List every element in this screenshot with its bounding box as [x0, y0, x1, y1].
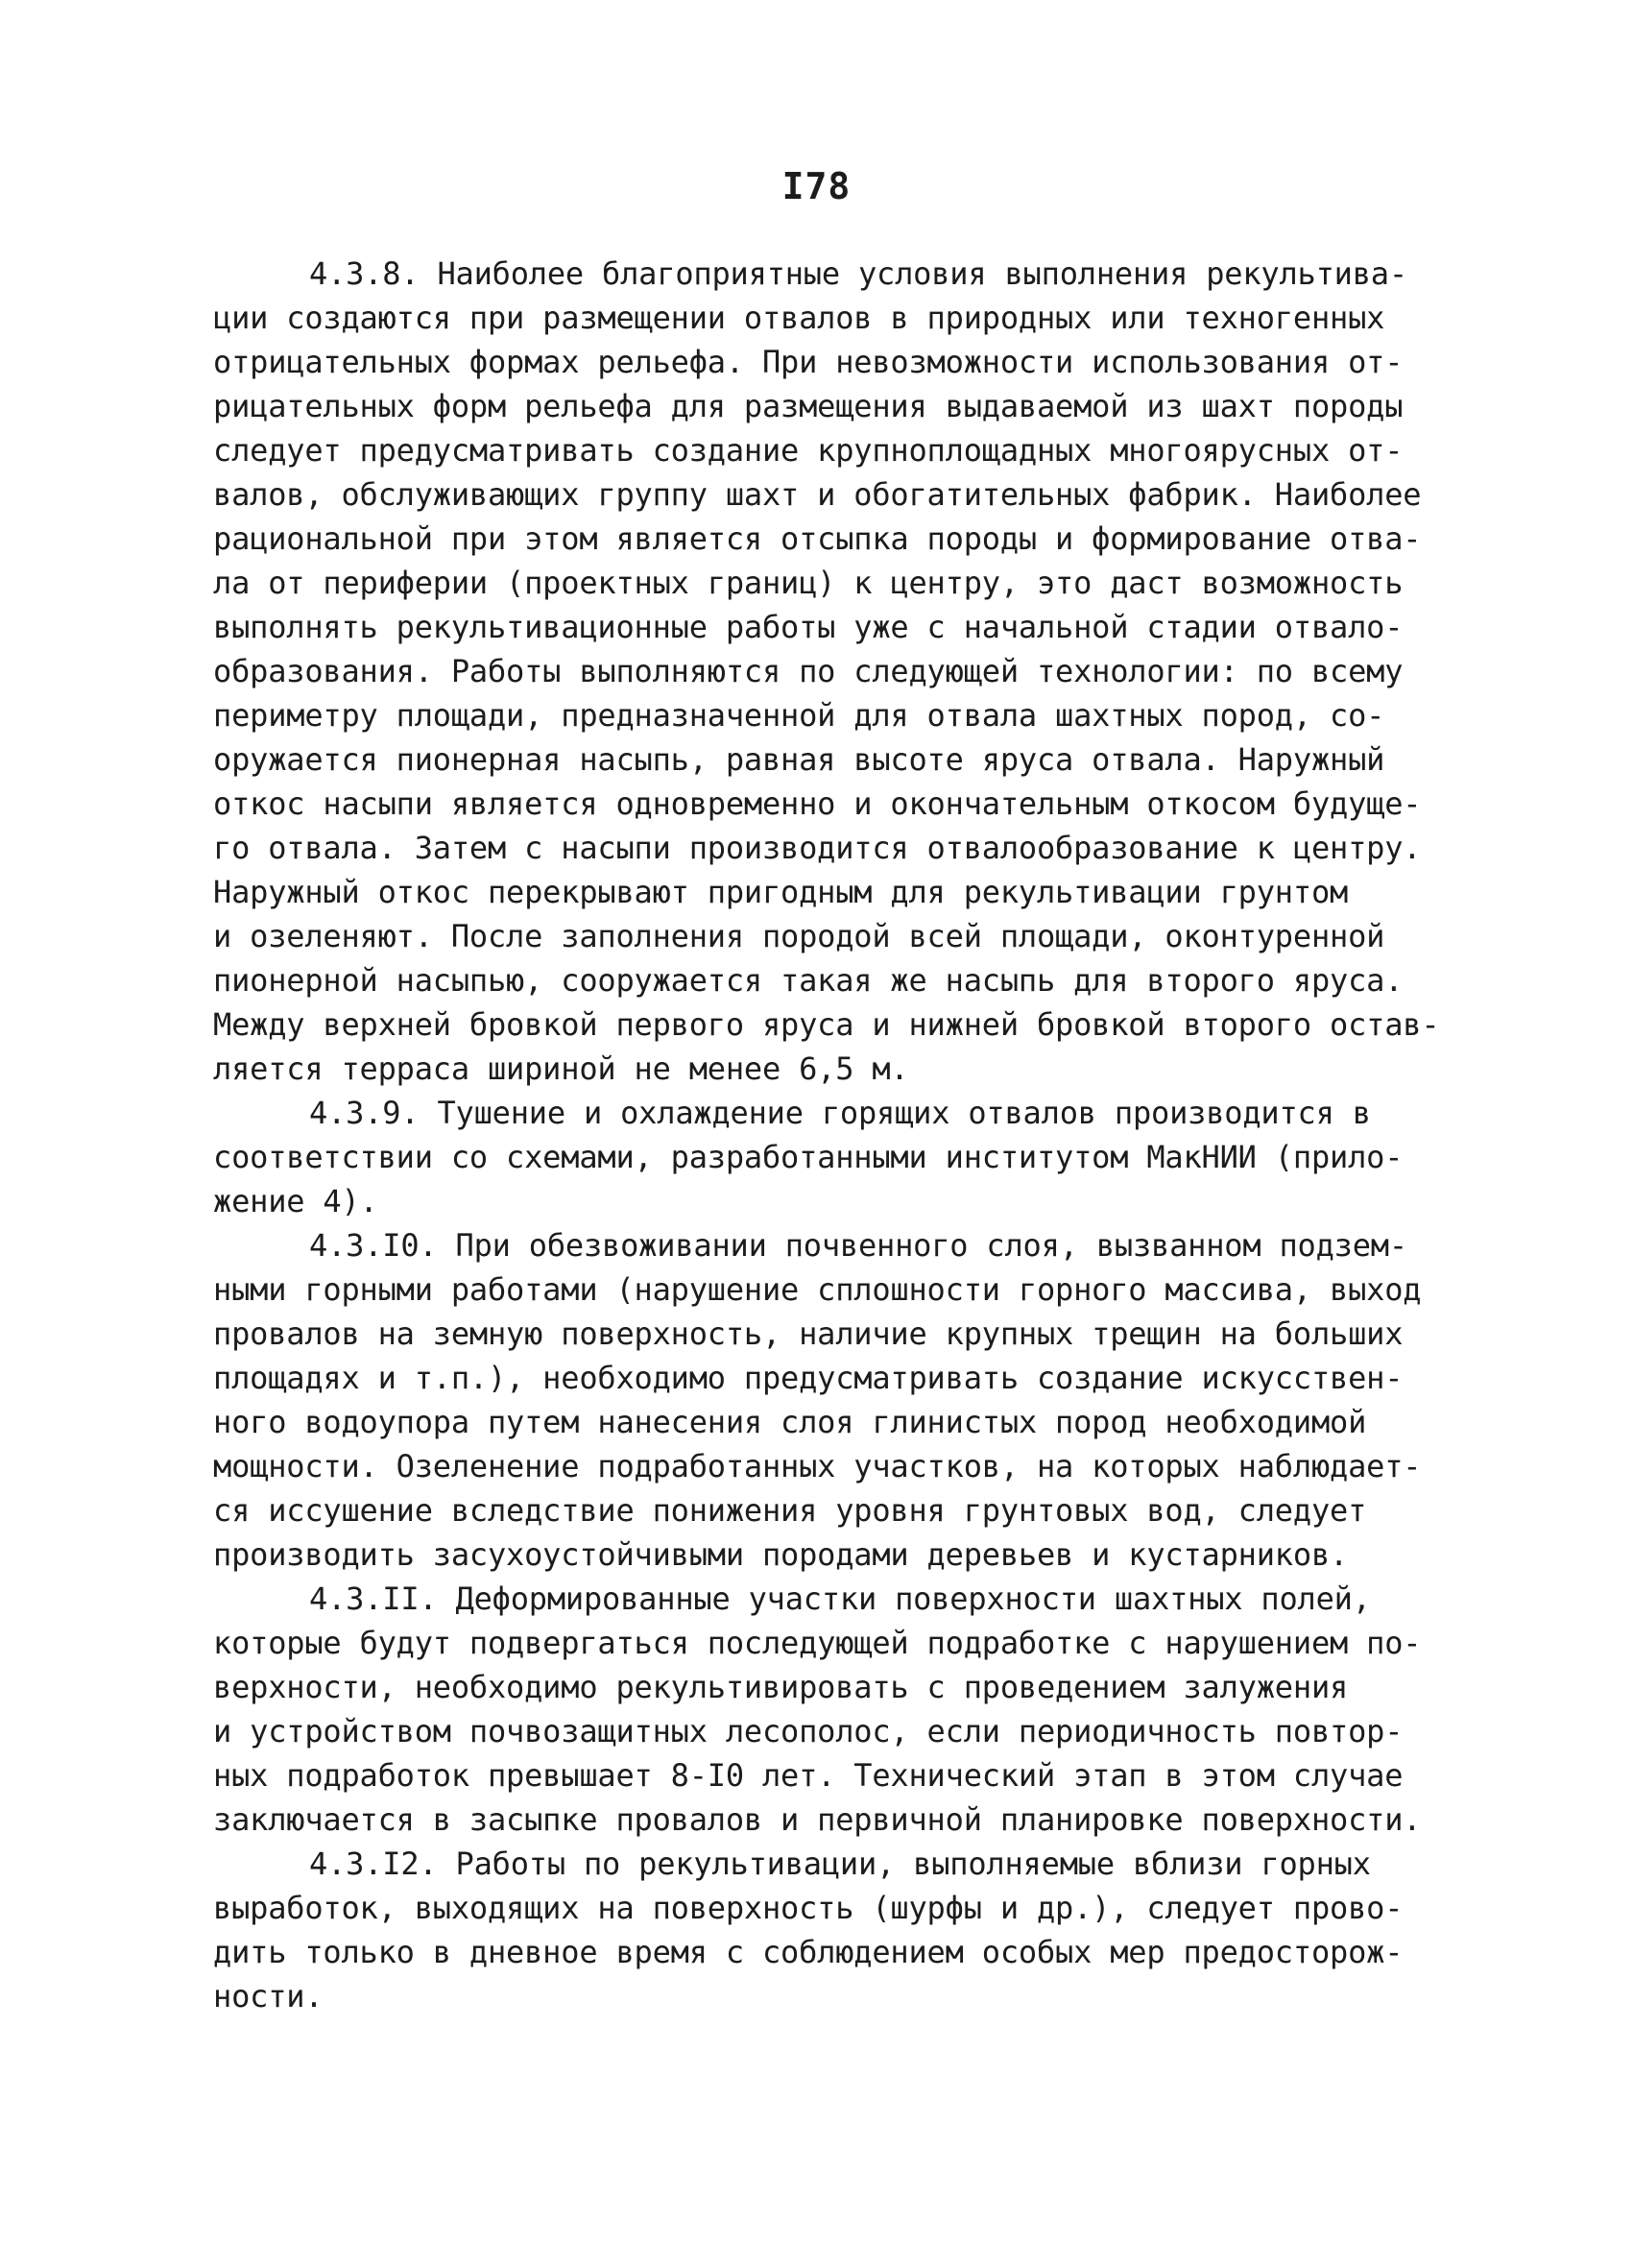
text-line: пионерной насыпью, сооружается такая же насыпь для второго яруса.: [213, 962, 1404, 999]
text-line: периметру площади, предназначенной для отвала шахтных пород, со-: [213, 697, 1385, 734]
text-line: рациональной при этом является отсыпка породы и формирование отва-: [213, 520, 1422, 557]
page-number: I78: [781, 165, 852, 207]
text-line: заключается в засыпке провалов и первичной планировке поверхности.: [213, 1801, 1422, 1838]
paragraph-first-line: 4.3.9. Тушение и охлаждение горящих отвалов производится в: [309, 1095, 1371, 1131]
text-line: ными горными работами (нарушение сплошности горного массива, выход: [213, 1271, 1422, 1308]
text-line: оружается пионерная насыпь, равная высоте яруса отвала. Наружный: [213, 741, 1385, 778]
paragraph-first-line: 4.3.8. Наиболее благоприятные условия выполнения рекультива-: [309, 255, 1407, 292]
text-line: и озеленяют. После заполнения породой всей площади, оконтуренной: [213, 918, 1385, 954]
text-line: жение 4).: [213, 1183, 378, 1219]
text-line: выработок, выходящих на поверхность (шурфы и др.), следует прово-: [213, 1890, 1404, 1926]
text-line: соответствии со схемами, разработанными институтом МакНИИ (прило-: [213, 1139, 1404, 1175]
text-line: следует предусматривать создание крупноплощадных многоярусных от-: [213, 432, 1404, 469]
text-line: образования. Работы выполняются по следующей технологии: по всему: [213, 653, 1404, 689]
text-line: мощности. Озеленение подработанных участков, на которых наблюдает-: [213, 1448, 1422, 1484]
document-body: [213, 252, 1461, 2018]
text-line: выполнять рекультивационные работы уже с начальной стадии отвало-: [213, 609, 1404, 645]
paragraph-first-line: 4.3.II. Деформированные участки поверхности шахтных полей,: [309, 1580, 1371, 1617]
text-line: провалов на земную поверхность, наличие крупных трещин на больших: [213, 1315, 1404, 1352]
text-line: которые будут подвергаться последующей подработке с нарушением по-: [213, 1625, 1422, 1661]
text-line: производить засухоустойчивыми породами деревьев и кустарников.: [213, 1536, 1349, 1573]
text-line: ных подработок превышает 8-I0 лет. Технический этап в этом случае: [213, 1757, 1404, 1794]
text-line: ности.: [213, 1978, 324, 2015]
text-line: ла от периферии (проектных границ) к центру, это даст возможность: [213, 565, 1404, 601]
text-line: ного водоупора путем нанесения слоя глинистых пород необходимой: [213, 1404, 1367, 1440]
text-line: площадях и т.п.), необходимо предусматривать создание искусствен-: [213, 1360, 1404, 1396]
text-line: валов, обслуживающих группу шахт и обогатительных фабрик. Наиболее: [213, 476, 1422, 513]
text-line: дить только в дневное время с соблюдением особых мер предосторож-: [213, 1934, 1404, 1970]
text-line: рицательных форм рельефа для размещения выдаваемой из шахт породы: [213, 388, 1404, 424]
text-line: ся иссушение вследствие понижения уровня грунтовых вод, следует: [213, 1492, 1367, 1529]
text-line: го отвала. Затем с насыпи производится отвалообразование к центру.: [213, 830, 1422, 866]
text-line: ции создаются при размещении отвалов в природных или техногенных: [213, 300, 1385, 336]
paragraph-first-line: 4.3.I2. Работы по рекультивации, выполняемые вблизи горных: [309, 1846, 1371, 1882]
text-line: Наружный откос перекрывают пригодным для рекультивации грунтом: [213, 874, 1349, 910]
text-line: ляется терраса шириной не менее 6,5 м.: [213, 1050, 909, 1087]
text-line: и устройством почвозащитных лесополос, если периодичность повтор-: [213, 1713, 1404, 1749]
text-line: отрицательных формах рельефа. При невозможности использования от-: [213, 344, 1404, 380]
text-line: откос насыпи является одновременно и окончательным откосом будуще-: [213, 785, 1422, 822]
text-line: верхности, необходимо рекультивировать с проведением залужения: [213, 1669, 1349, 1705]
text-line: Между верхней бровкой первого яруса и нижней бровкой второго остав-: [213, 1006, 1440, 1043]
paragraph-first-line: 4.3.I0. При обезвоживании почвенного слоя, вызванном подзем-: [309, 1227, 1407, 1264]
